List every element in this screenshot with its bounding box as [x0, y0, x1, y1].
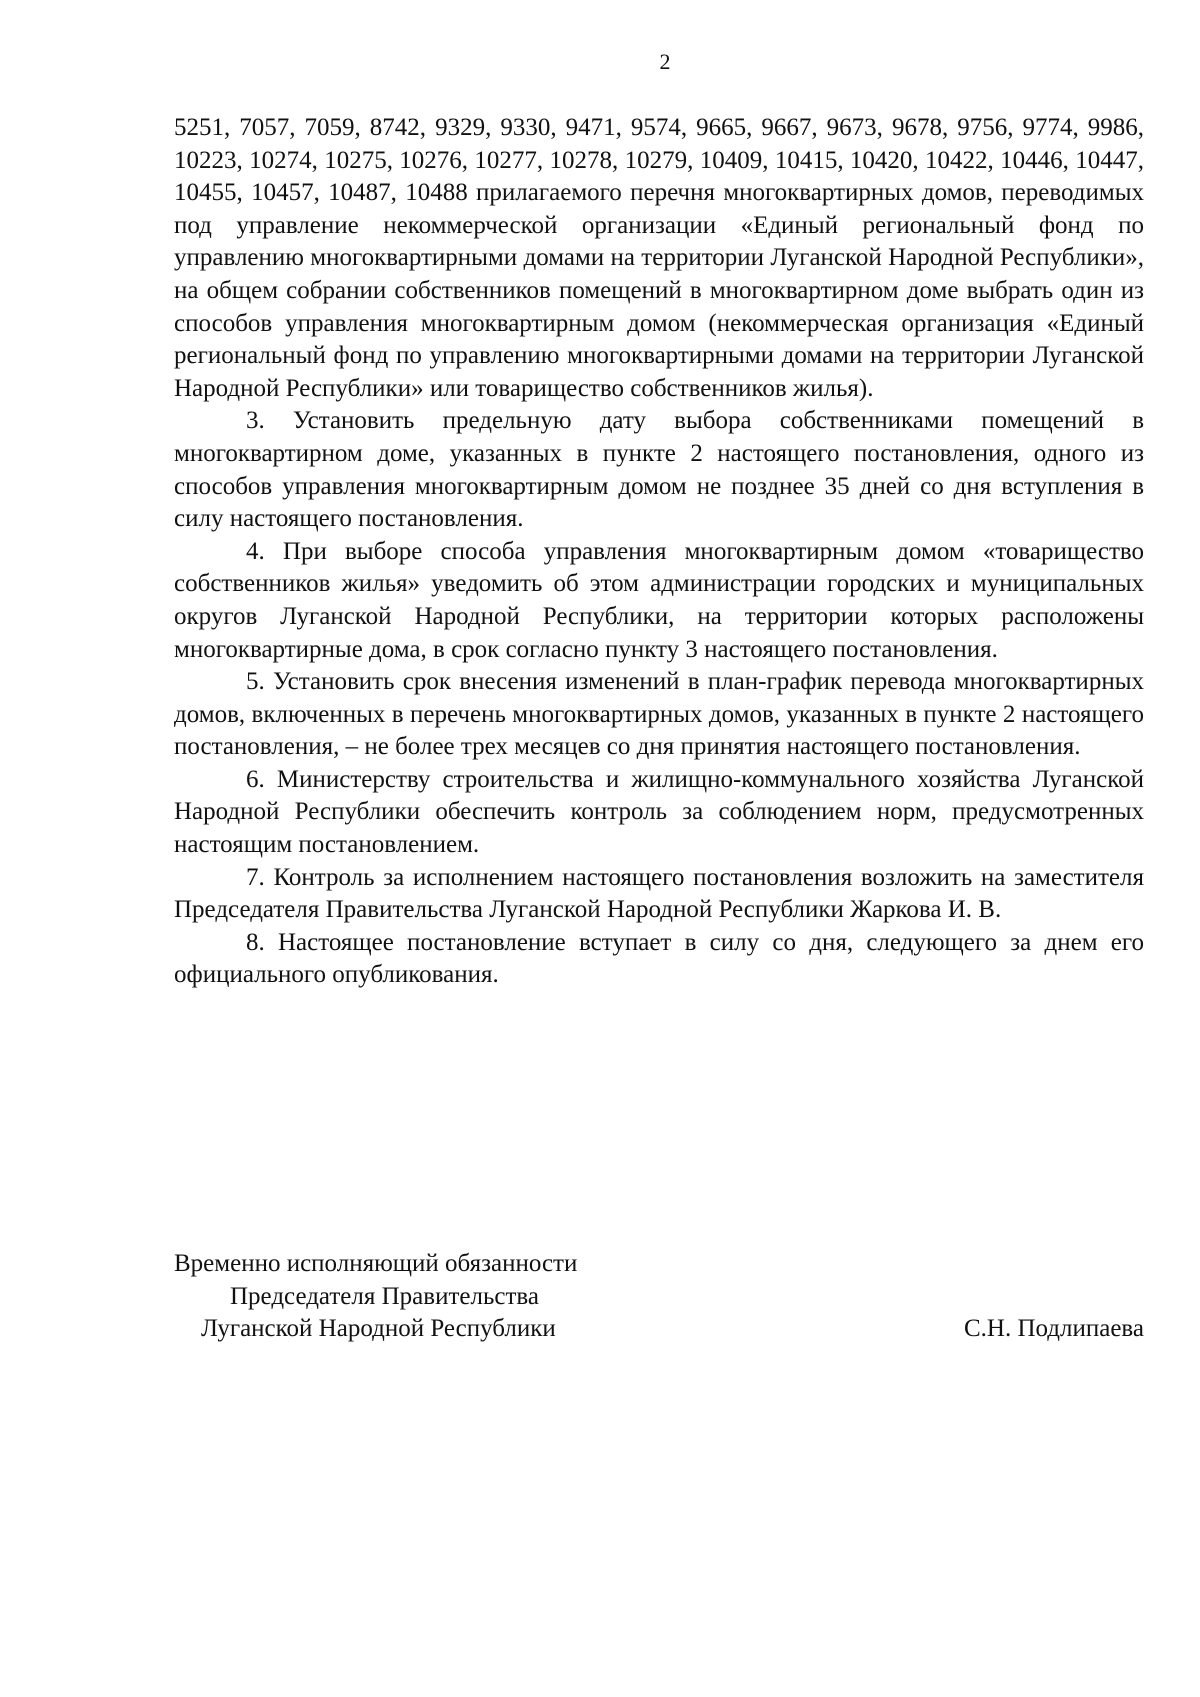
document-body	[174, 112, 1144, 992]
signature-row	[174, 1313, 1144, 1346]
signer-title-line-2: Председателя Правительства	[230, 1282, 539, 1310]
page-number: 2	[659, 49, 671, 74]
paragraph-item-5: 5. Установить срок внесения изменений в план-график перевода многоквартирных домов, включенных в перечень многоквартирных домов, указанных в пункте 2 настоящего постановления, – не более трех месяцев со дня принятия настоящего постановления.	[174, 668, 1144, 761]
signer-title-line-1: Временно исполняющий обязанности	[174, 1250, 578, 1277]
paragraph-item-3: 3. Установить предельную дату выбора собственниками помещений в многоквартирном доме, указанных в пункте 2 настоящего постановления, одного из способов управления многоквартирным домом не позднее 35 дней со дня вступления в силу настоящего постановления.	[174, 407, 1144, 533]
paragraph-item-4: 4. При выборе способа управления многоквартирным домом «товарищество собственников жилья» уведомить об этом администрации городских и муниципальных округов Луганской Народной Республики, на территории которых расположены многоквартирные дома, в срок согласно пункту 3 настоящего постановления.	[174, 537, 1144, 663]
signer-title-line-3: Луганской Народной Республики	[201, 1315, 556, 1343]
signature-block	[174, 1248, 1144, 1346]
paragraph-item-8: 8. Настоящее постановление вступает в силу со дня, следующего за днем его официального опубликования.	[174, 928, 1144, 989]
paragraph-continuation: 5251, 7057, 7059, 8742, 9329, 9330, 9471, 9574, 9665, 9667, 9673, 9678, 9756, 9774, 9986, 10223, 10274, 10275, 10276, 10277, 10278, 10279, 10409, 10415, 10420, 10422, 10446, 10447, 10455, 10457, 10487, 10488 прилагаемого перечня многоквартирных домов, переводимых под управление некоммерческой организации «Единый региональный фонд по управлению многоквартирными домами на территории Луганской Народной Республики», на общем собрании собственников помещений в многоквартирном доме выбрать один из способов управления многоквартирным домом (некоммерческая организация «Единый региональный фонд по управлению многоквартирными домами на территории Луганской Народной Республики» или товарищество собственников жилья).	[174, 114, 1144, 402]
signer-name: С.Н. Подлипаева	[963, 1315, 1144, 1343]
paragraph-item-6: 6. Министерству строительства и жилищно-коммунального хозяйства Луганской Народной Республики обеспечить контроль за соблюдением норм, предусмотренных настоящим постановлением.	[174, 765, 1144, 859]
paragraph-item-7: 7. Контроль за исполнением настоящего постановления возложить на заместителя Председателя Правительства Луганской Народной Республики Жаркова И. В.	[174, 863, 1144, 924]
